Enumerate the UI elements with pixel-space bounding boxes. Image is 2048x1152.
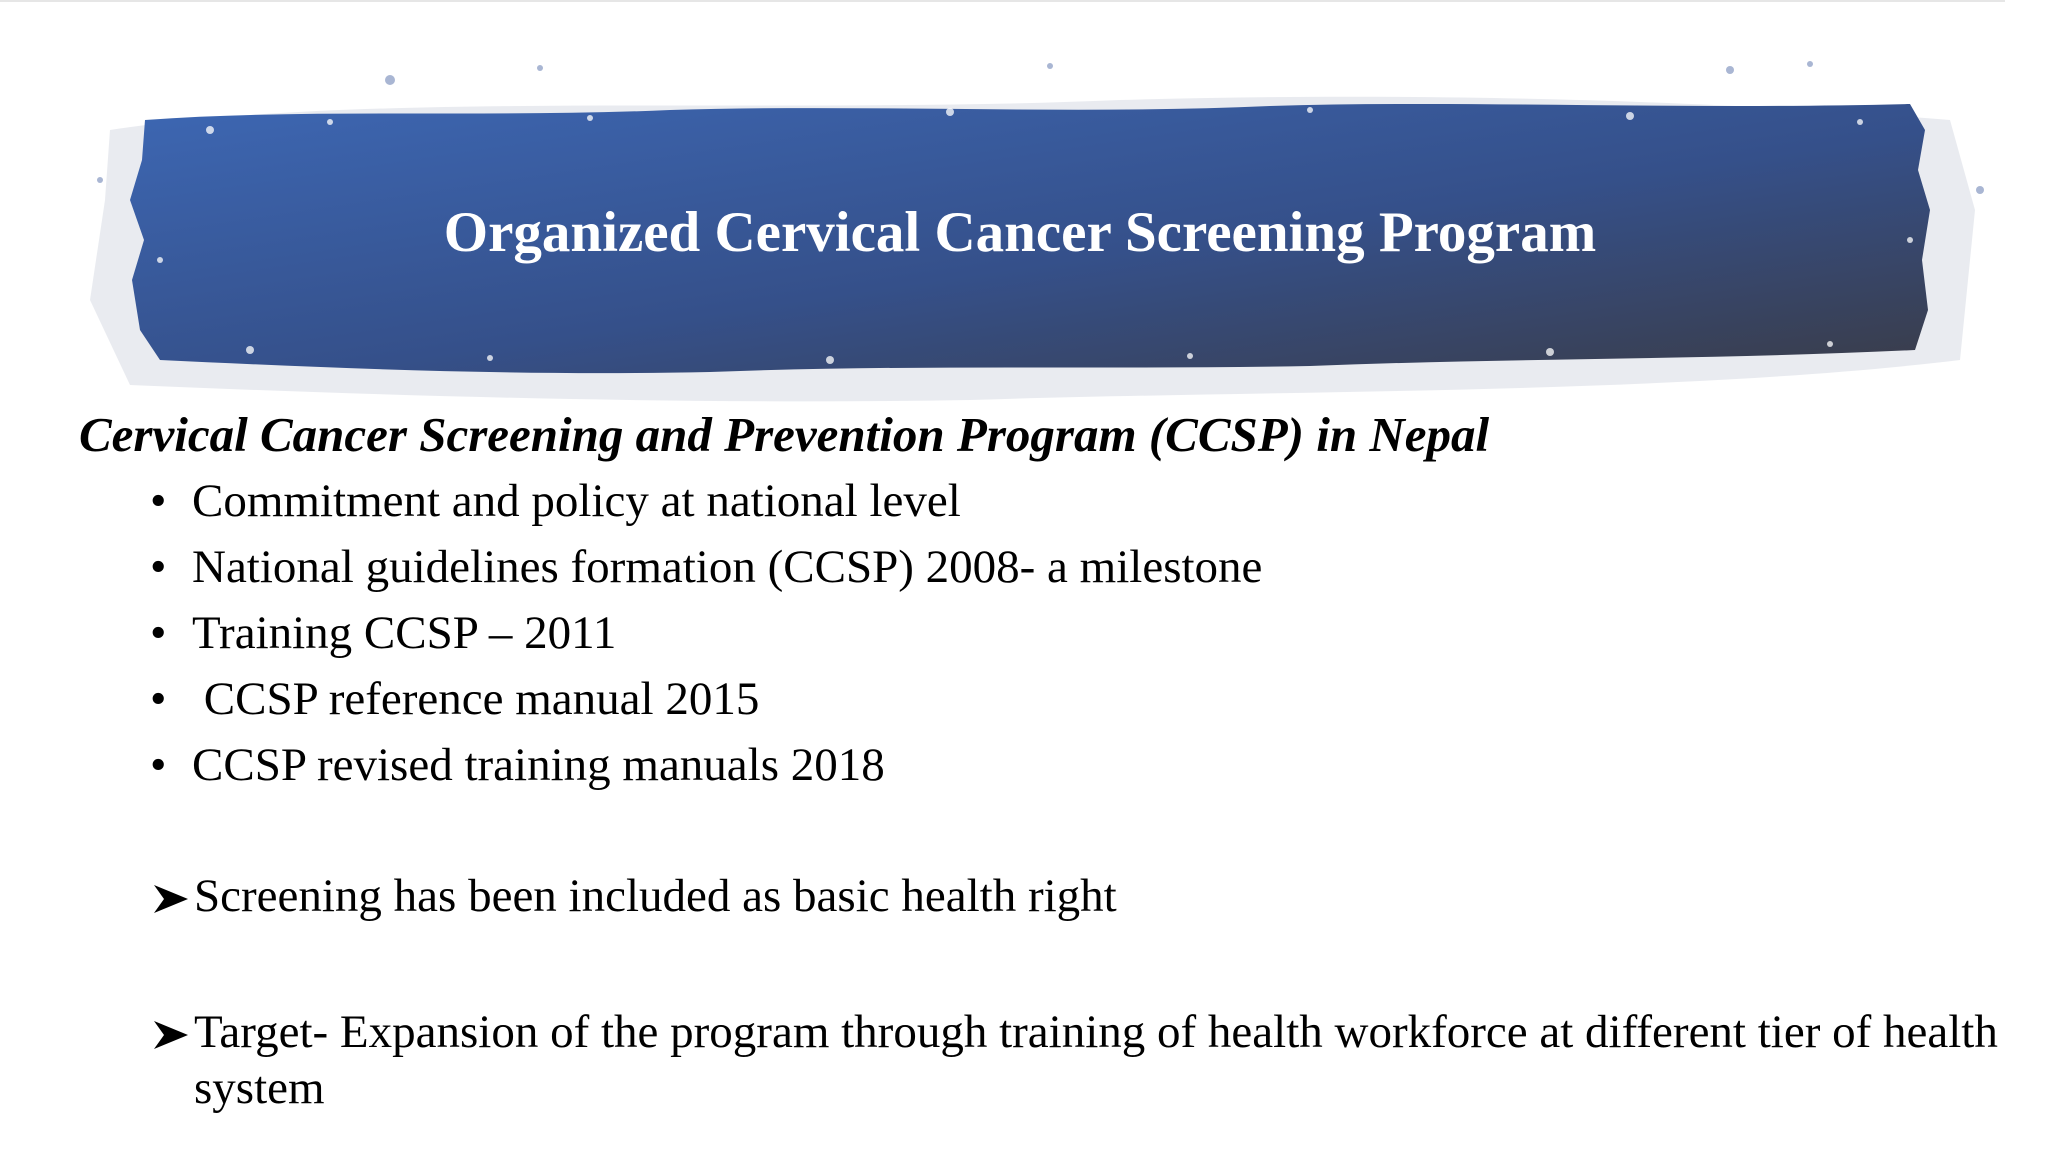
arrow-point-text: Target- Expansion of the program through training of health workforce at different tier of health system <box>194 1006 1998 1114</box>
bullet-dot-icon: • <box>150 607 167 659</box>
bullet-item-training <box>150 600 1262 666</box>
bullet-item-commitment <box>150 468 1262 534</box>
arrowhead-icon <box>150 868 194 924</box>
milestone-bullet-list <box>150 468 1262 798</box>
bullet-text: Commitment and policy at national level <box>192 475 961 527</box>
top-divider <box>0 0 2005 2</box>
bullet-text: National guidelines formation (CCSP) 2008- a milestone <box>192 541 1263 593</box>
arrow-point-text: Screening has been included as basic health right <box>194 870 1117 922</box>
bullet-item-revised-manuals <box>150 732 1262 798</box>
arrow-point-basic-health-right <box>150 868 1117 924</box>
bullet-text: Training CCSP – 2011 <box>192 607 617 659</box>
arrowhead-icon <box>150 1004 194 1060</box>
bullet-text: CCSP reference manual 2015 <box>192 673 760 725</box>
bullet-dot-icon: • <box>150 475 167 527</box>
bullet-item-reference-manual <box>150 666 1262 732</box>
slide-title: Organized Cervical Cancer Screening Program <box>443 201 1597 264</box>
arrow-point-target-expansion <box>150 1004 2010 1116</box>
bullet-dot-icon: • <box>150 739 167 791</box>
bullet-dot-icon: • <box>150 673 167 725</box>
bullet-dot-icon: • <box>150 541 167 593</box>
slide-subtitle: Cervical Cancer Screening and Prevention Program (CCSP) in Nepal <box>79 407 1490 462</box>
bullet-text: CCSP revised training manuals 2018 <box>192 739 885 791</box>
bullet-item-guidelines <box>150 534 1262 600</box>
